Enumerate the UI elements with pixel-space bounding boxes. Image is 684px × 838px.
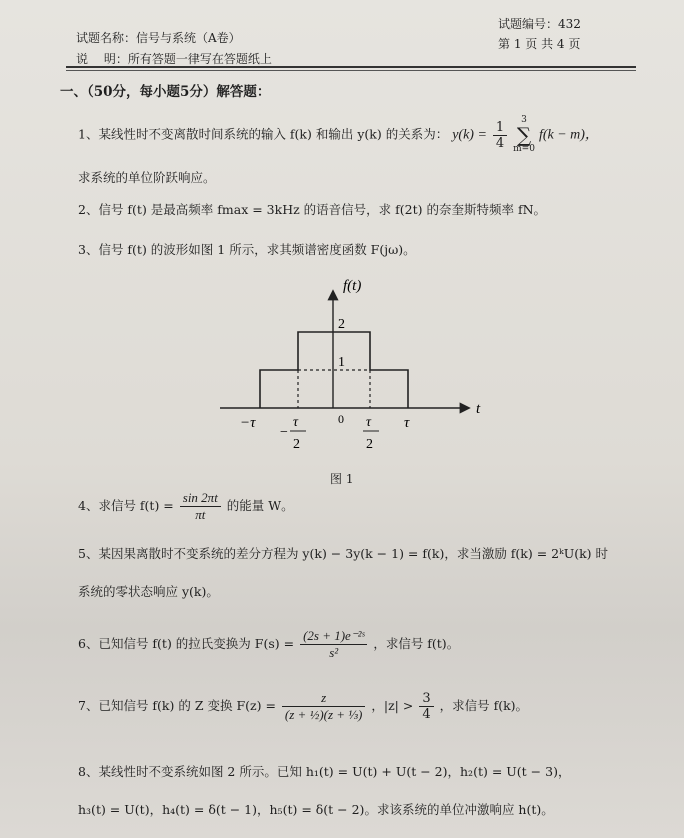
tick-neg-half-num: τ xyxy=(293,415,299,430)
sigma-icon: ∑ xyxy=(516,123,532,147)
tick-neg-tau: −τ xyxy=(240,415,256,431)
tick-pos-half-den: 2 xyxy=(366,437,373,452)
q4-frac-den: πt xyxy=(195,507,206,522)
figure-1 xyxy=(220,270,490,470)
q4-fraction xyxy=(180,490,221,523)
tick-neg-half-den: 2 xyxy=(293,437,300,452)
question-5: 5、某因果离散时不变系统的差分方程为 y(k) − 3y(k − 1) = f(k)，求当激励 f(k) = 2ᵏU(k) 时 xyxy=(78,546,609,561)
q6-prefix: 6、已知信号 f(t) 的拉氏变换为 F(s) = xyxy=(78,636,295,651)
q7-bound-num: 3 xyxy=(419,691,433,707)
q7-frac-den: (z + ½)(z + ⅓) xyxy=(284,707,363,722)
tick-pos-tau: τ xyxy=(404,415,410,431)
q7-frac-num: z xyxy=(282,690,365,707)
q4-suffix: 的能量 W。 xyxy=(226,498,294,513)
q1-sum-top: 3 xyxy=(521,115,527,125)
q6-suffix: ，求信号 f(t)。 xyxy=(373,636,460,651)
question-3: 3、信号 f(t) 的波形如图 1 所示，求其频谱密度函数 F(jω)。 xyxy=(78,242,416,257)
level-low-label: 1 xyxy=(338,355,345,370)
instructions: 说 明：所有答题一律写在答题纸上 xyxy=(76,52,272,66)
q4-frac-num: sin 2πt xyxy=(180,490,221,507)
page-info: 第 1 页 共 4 页 xyxy=(498,37,581,51)
question-4 xyxy=(78,490,294,523)
header-rule-thin xyxy=(66,70,636,71)
header-left xyxy=(76,28,272,70)
origin-label: 0 xyxy=(338,412,344,426)
header-right xyxy=(498,14,581,54)
q7-bound-den: 4 xyxy=(422,707,431,722)
q4-prefix: 4、求信号 f(t) = xyxy=(78,498,174,513)
question-1 xyxy=(78,116,599,154)
tick-pos-half-num: τ xyxy=(366,415,372,430)
q1-line2: 求系统的单位阶跃响应。 xyxy=(78,170,216,185)
q1-frac-num: 1 xyxy=(493,120,507,136)
tick-neg-half-sign: − xyxy=(280,425,288,440)
exam-name: 试题名称：信号与系统（A卷） xyxy=(76,31,241,45)
question-6 xyxy=(78,628,459,661)
q5-line2: 系统的零状态响应 y(k)。 xyxy=(78,584,219,599)
q8-line2: h₃(t) = U(t)，h₄(t) = δ(t − 1)，h₅(t) = δ(t − 2)。求该系统的单位冲激响应 h(t)。 xyxy=(78,802,554,817)
level-high-label: 2 xyxy=(338,317,345,332)
q6-frac-num: (2s + 1)e⁻²ˢ xyxy=(300,628,367,645)
q1-summation xyxy=(513,116,535,154)
question-2: 2、信号 f(t) 是最高频率 fmax = 3kHz 的语音信号，求 f(2t) 的奈奎斯特频率 fN。 xyxy=(78,202,547,217)
header-rule xyxy=(66,66,636,68)
q1-frac-den: 4 xyxy=(495,135,505,151)
q7-bound-fraction xyxy=(419,691,433,722)
q1-formula-left: y(k) = xyxy=(452,127,487,143)
figure-1-caption: 图 1 xyxy=(330,472,354,486)
q7-fraction xyxy=(282,690,365,723)
exam-code: 试题编号：432 xyxy=(498,17,581,31)
q1-fraction xyxy=(493,120,507,151)
q7-suffix: ，求信号 f(k)。 xyxy=(439,698,529,713)
question-8: 8、某线性时不变系统如图 2 所示。已知 h₁(t) = U(t) + U(t − 2)，h₂(t) = U(t − 3)， xyxy=(78,764,571,779)
q1-formula-right: f(k − m)， xyxy=(538,127,599,143)
q6-frac-den: s² xyxy=(329,645,339,660)
q7-prefix: 7、已知信号 f(k) 的 Z 变换 F(z) = xyxy=(78,698,276,713)
y-axis-label: f(t) xyxy=(343,278,362,294)
q1-sum-bottom: m=0 xyxy=(513,144,535,154)
q1-prefix: 1、某线性时不变离散时间系统的输入 f(k) 和输出 y(k) 的关系为： xyxy=(78,126,449,142)
section-title: 一、（50分，每小题5分）解答题： xyxy=(60,84,271,100)
question-7 xyxy=(78,690,528,723)
q7-mid: ，|z| > xyxy=(371,698,414,713)
q6-fraction xyxy=(300,628,367,661)
x-axis-label: t xyxy=(476,401,481,417)
